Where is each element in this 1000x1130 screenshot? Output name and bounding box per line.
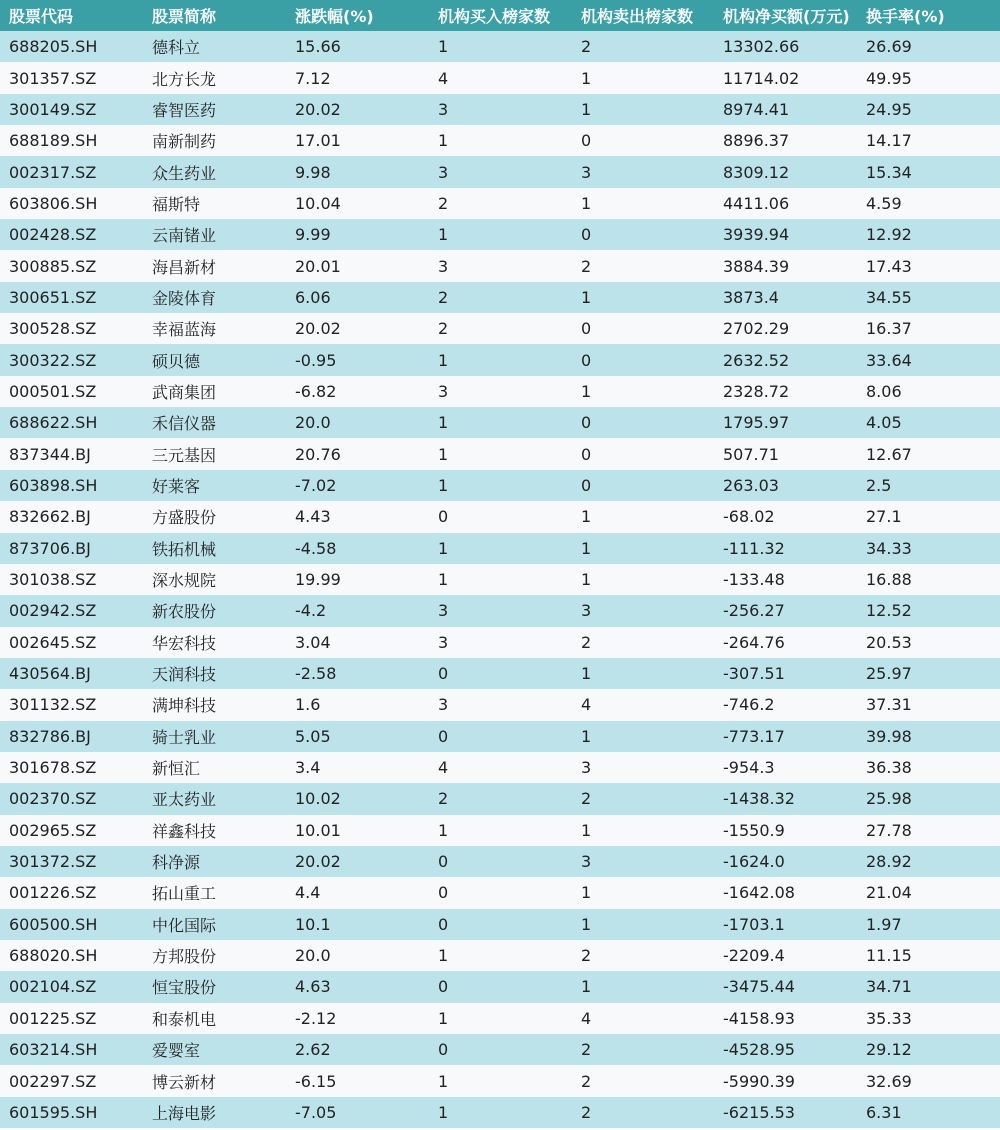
stock-name-cell: 好莱客 <box>152 476 201 496</box>
sell-count-cell: 2 <box>581 1071 592 1091</box>
sell-count-cell: 0 <box>581 350 592 370</box>
stock-name-cell: 天润科技 <box>152 665 217 685</box>
stock-code-cell: 430564.BJ <box>9 664 91 684</box>
stock-code-cell: 002104.SZ <box>9 977 97 997</box>
sell-count-cell: 1 <box>581 507 592 527</box>
sell-count-cell: 0 <box>581 413 592 433</box>
buy-count-cell: 1 <box>438 350 449 370</box>
buy-count-cell: 3 <box>438 695 449 715</box>
sell-count-cell: 2 <box>581 1040 592 1060</box>
turnover-cell: 35.33 <box>866 1008 912 1028</box>
turnover-cell: 29.12 <box>866 1040 912 1060</box>
table-row[interactable] <box>0 689 1000 720</box>
table-row[interactable] <box>0 909 1000 940</box>
stock-code-cell: 301038.SZ <box>9 570 97 590</box>
change-pct-cell: 5.05 <box>295 726 331 746</box>
stock-name-cell: 禾信仪器 <box>152 414 217 434</box>
buy-count-cell: 4 <box>438 68 449 88</box>
table-row[interactable] <box>0 156 1000 187</box>
turnover-cell: 16.88 <box>866 570 912 590</box>
net-buy-cell: -4158.93 <box>723 1008 795 1028</box>
stock-name-cell: 恒宝股份 <box>152 978 217 998</box>
change-pct-cell: 20.02 <box>295 99 341 119</box>
turnover-cell: 25.98 <box>866 789 912 809</box>
stock-name-cell: 云南锗业 <box>152 226 217 246</box>
turnover-cell: 17.43 <box>866 256 912 276</box>
stock-name-cell: 方邦股份 <box>152 947 217 967</box>
turnover-cell: 34.33 <box>866 538 912 558</box>
net-buy-cell: -954.3 <box>723 758 775 778</box>
sell-count-cell: 1 <box>581 287 592 307</box>
table-row[interactable] <box>0 94 1000 125</box>
stock-name-cell: 博云新材 <box>152 1072 217 1092</box>
net-buy-cell: -111.32 <box>723 538 785 558</box>
sell-count-cell: 0 <box>581 319 592 339</box>
sell-count-cell: 1 <box>581 726 592 746</box>
stock-name-cell: 海昌新材 <box>152 257 217 277</box>
table-row[interactable] <box>0 250 1000 281</box>
turnover-cell: 49.95 <box>866 68 912 88</box>
stock-name-cell: 铁拓机械 <box>152 539 217 559</box>
turnover-cell: 12.67 <box>866 444 912 464</box>
stock-name-cell: 中化国际 <box>152 915 217 935</box>
stock-name-cell: 众生药业 <box>152 163 217 183</box>
net-buy-cell: 8896.37 <box>723 131 790 151</box>
net-buy-cell: -3475.44 <box>723 977 795 997</box>
net-buy-cell: -1438.32 <box>723 789 795 809</box>
stock-name-cell: 福斯特 <box>152 194 201 214</box>
table-row[interactable] <box>0 188 1000 219</box>
table-row[interactable] <box>0 470 1000 501</box>
table-row[interactable] <box>0 783 1000 814</box>
stock-code-cell: 603898.SH <box>9 475 98 495</box>
stock-code-cell: 300885.SZ <box>9 256 97 276</box>
sell-count-cell: 1 <box>581 68 592 88</box>
net-buy-cell: 263.03 <box>723 475 779 495</box>
change-pct-cell: 9.99 <box>295 225 331 245</box>
sell-count-cell: 3 <box>581 601 592 621</box>
table-row[interactable] <box>0 815 1000 846</box>
table-row[interactable] <box>0 1003 1000 1034</box>
sell-count-cell: 1 <box>581 99 592 119</box>
change-pct-cell: 17.01 <box>295 131 341 151</box>
change-pct-cell: -4.58 <box>295 538 337 558</box>
table-row[interactable] <box>0 313 1000 344</box>
stock-name-cell: 拓山重工 <box>152 884 217 904</box>
stock-code-cell: 002942.SZ <box>9 601 97 621</box>
column-header-sell-count[interactable]: 机构卖出榜家数 <box>581 7 694 26</box>
net-buy-cell: 3884.39 <box>723 256 790 276</box>
sell-count-cell: 3 <box>581 852 592 872</box>
buy-count-cell: 0 <box>438 977 449 997</box>
stock-code-cell: 688189.SH <box>9 131 98 151</box>
table-row[interactable] <box>0 344 1000 375</box>
buy-count-cell: 1 <box>438 131 449 151</box>
buy-count-cell: 1 <box>438 1102 449 1122</box>
stock-code-cell: 002370.SZ <box>9 789 97 809</box>
table-row[interactable] <box>0 971 1000 1002</box>
sell-count-cell: 1 <box>581 820 592 840</box>
change-pct-cell: 9.98 <box>295 162 331 182</box>
sell-count-cell: 2 <box>581 632 592 652</box>
turnover-cell: 12.52 <box>866 601 912 621</box>
turnover-cell: 4.59 <box>866 193 902 213</box>
net-buy-cell: -4528.95 <box>723 1040 795 1060</box>
stock-code-cell: 601595.SH <box>9 1102 98 1122</box>
stock-name-cell: 金陵体育 <box>152 288 217 308</box>
stock-name-cell: 方盛股份 <box>152 508 217 528</box>
change-pct-cell: 20.0 <box>295 413 331 433</box>
stock-name-cell: 睿智医药 <box>152 100 217 120</box>
sell-count-cell: 0 <box>581 225 592 245</box>
change-pct-cell: -6.82 <box>295 381 337 401</box>
table-row[interactable] <box>0 219 1000 250</box>
stock-name-cell: 华宏科技 <box>152 633 217 653</box>
table-row[interactable] <box>0 1097 1000 1128</box>
stock-name-cell: 祥鑫科技 <box>152 821 217 841</box>
stock-name-cell: 德科立 <box>152 38 201 58</box>
sell-count-cell: 2 <box>581 789 592 809</box>
column-header-change-pct[interactable]: 涨跌幅(%) <box>295 7 374 26</box>
turnover-cell: 33.64 <box>866 350 912 370</box>
stock-code-cell: 603806.SH <box>9 193 98 213</box>
turnover-cell: 36.38 <box>866 758 912 778</box>
table-header <box>0 0 1000 31</box>
stock-code-cell: 300528.SZ <box>9 319 97 339</box>
turnover-cell: 21.04 <box>866 883 912 903</box>
table-row[interactable] <box>0 595 1000 626</box>
buy-count-cell: 0 <box>438 883 449 903</box>
sell-count-cell: 1 <box>581 193 592 213</box>
net-buy-cell: -1642.08 <box>723 883 795 903</box>
sell-count-cell: 1 <box>581 977 592 997</box>
net-buy-cell: 13302.66 <box>723 37 800 57</box>
turnover-cell: 25.97 <box>866 664 912 684</box>
turnover-cell: 32.69 <box>866 1071 912 1091</box>
change-pct-cell: -2.12 <box>295 1008 337 1028</box>
stock-name-cell: 骑士乳业 <box>152 727 217 747</box>
change-pct-cell: -6.15 <box>295 1071 337 1091</box>
stock-name-cell: 上海电影 <box>152 1103 217 1123</box>
turnover-cell: 12.92 <box>866 225 912 245</box>
table-row[interactable] <box>0 533 1000 564</box>
turnover-cell: 37.31 <box>866 695 912 715</box>
stock-code-cell: 301678.SZ <box>9 758 97 778</box>
buy-count-cell: 2 <box>438 789 449 809</box>
buy-count-cell: 1 <box>438 1008 449 1028</box>
change-pct-cell: 1.6 <box>295 695 321 715</box>
change-pct-cell: 19.99 <box>295 570 341 590</box>
table-row[interactable] <box>0 125 1000 156</box>
change-pct-cell: 20.76 <box>295 444 341 464</box>
turnover-cell: 15.34 <box>866 162 912 182</box>
turnover-cell: 6.31 <box>866 1102 902 1122</box>
turnover-cell: 2.5 <box>866 475 892 495</box>
stock-code-cell: 002428.SZ <box>9 225 97 245</box>
stock-name-cell: 新恒汇 <box>152 759 201 779</box>
turnover-cell: 16.37 <box>866 319 912 339</box>
table-row[interactable] <box>0 564 1000 595</box>
stock-code-cell: 832786.BJ <box>9 726 91 746</box>
buy-count-cell: 4 <box>438 758 449 778</box>
table-row[interactable] <box>0 501 1000 532</box>
sell-count-cell: 1 <box>581 381 592 401</box>
stock-name-cell: 幸福蓝海 <box>152 320 217 340</box>
net-buy-cell: 4411.06 <box>723 193 790 213</box>
column-header-net-buy[interactable]: 机构净买额(万元) <box>723 7 850 26</box>
change-pct-cell: 2.62 <box>295 1040 331 1060</box>
buy-count-cell: 3 <box>438 99 449 119</box>
sell-count-cell: 2 <box>581 946 592 966</box>
net-buy-cell: -1703.1 <box>723 914 785 934</box>
table-row[interactable] <box>0 282 1000 313</box>
change-pct-cell: 10.01 <box>295 820 341 840</box>
net-buy-cell: 3939.94 <box>723 225 790 245</box>
net-buy-cell: -746.2 <box>723 695 775 715</box>
change-pct-cell: 10.1 <box>295 914 331 934</box>
net-buy-cell: -264.76 <box>723 632 785 652</box>
buy-count-cell: 0 <box>438 726 449 746</box>
stock-name-cell: 新农股份 <box>152 602 217 622</box>
stock-code-cell: 002965.SZ <box>9 820 97 840</box>
net-buy-cell: 507.71 <box>723 444 779 464</box>
net-buy-cell: -68.02 <box>723 507 775 527</box>
buy-count-cell: 3 <box>438 256 449 276</box>
buy-count-cell: 0 <box>438 852 449 872</box>
net-buy-cell: -1550.9 <box>723 820 785 840</box>
table-row[interactable] <box>0 658 1000 689</box>
net-buy-cell: -133.48 <box>723 570 785 590</box>
buy-count-cell: 0 <box>438 507 449 527</box>
net-buy-cell: -1624.0 <box>723 852 785 872</box>
change-pct-cell: 10.04 <box>295 193 341 213</box>
table-row[interactable] <box>0 1034 1000 1065</box>
table-body <box>0 31 1000 1128</box>
change-pct-cell: 7.12 <box>295 68 331 88</box>
change-pct-cell: 10.02 <box>295 789 341 809</box>
stock-code-cell: 688020.SH <box>9 946 98 966</box>
sell-count-cell: 0 <box>581 475 592 495</box>
stock-name-cell: 北方长龙 <box>152 69 217 89</box>
header-row <box>0 0 1000 31</box>
buy-count-cell: 3 <box>438 632 449 652</box>
buy-count-cell: 3 <box>438 381 449 401</box>
buy-count-cell: 1 <box>438 946 449 966</box>
table-row[interactable] <box>0 62 1000 93</box>
change-pct-cell: 3.4 <box>295 758 321 778</box>
stock-name-cell: 爱婴室 <box>152 1041 201 1061</box>
net-buy-cell: 8974.41 <box>723 99 790 119</box>
net-buy-cell: -773.17 <box>723 726 785 746</box>
net-buy-cell: 2702.29 <box>723 319 790 339</box>
turnover-cell: 4.05 <box>866 413 902 433</box>
column-header-stock-code[interactable]: 股票代码 <box>9 7 74 26</box>
change-pct-cell: 20.02 <box>295 319 341 339</box>
table-row[interactable] <box>0 407 1000 438</box>
turnover-cell: 28.92 <box>866 852 912 872</box>
change-pct-cell: 4.4 <box>295 883 321 903</box>
change-pct-cell: 4.43 <box>295 507 331 527</box>
change-pct-cell: 3.04 <box>295 632 331 652</box>
table-row[interactable] <box>0 877 1000 908</box>
turnover-cell: 34.71 <box>866 977 912 997</box>
buy-count-cell: 0 <box>438 664 449 684</box>
net-buy-cell: 2632.52 <box>723 350 790 370</box>
stock-code-cell: 301372.SZ <box>9 852 97 872</box>
table-row[interactable] <box>0 376 1000 407</box>
turnover-cell: 24.95 <box>866 99 912 119</box>
turnover-cell: 39.98 <box>866 726 912 746</box>
stock-name-cell: 武商集团 <box>152 382 217 402</box>
buy-count-cell: 2 <box>438 193 449 213</box>
stock-name-cell: 和泰机电 <box>152 1009 217 1029</box>
change-pct-cell: 4.63 <box>295 977 331 997</box>
stock-name-cell: 硕贝德 <box>152 351 201 371</box>
stock-name-cell: 科净源 <box>152 853 201 873</box>
column-header-stock-name[interactable]: 股票简称 <box>152 7 217 26</box>
buy-count-cell: 2 <box>438 319 449 339</box>
net-buy-cell: -5990.39 <box>723 1071 795 1091</box>
sell-count-cell: 1 <box>581 914 592 934</box>
buy-count-cell: 1 <box>438 570 449 590</box>
change-pct-cell: 15.66 <box>295 37 341 57</box>
net-buy-cell: 1795.97 <box>723 413 790 433</box>
net-buy-cell: 8309.12 <box>723 162 790 182</box>
stock-code-cell: 688622.SH <box>9 413 98 433</box>
change-pct-cell: -4.2 <box>295 601 327 621</box>
table-row[interactable] <box>0 846 1000 877</box>
buy-count-cell: 1 <box>438 1071 449 1091</box>
stock-code-cell: 000501.SZ <box>9 381 97 401</box>
stock-code-cell: 002645.SZ <box>9 632 97 652</box>
sell-count-cell: 0 <box>581 444 592 464</box>
stock-name-cell: 三元基因 <box>152 445 217 465</box>
stock-name-cell: 亚太药业 <box>152 790 217 810</box>
turnover-cell: 1.97 <box>866 914 902 934</box>
buy-count-cell: 1 <box>438 413 449 433</box>
net-buy-cell: 2328.72 <box>723 381 790 401</box>
change-pct-cell: 20.0 <box>295 946 331 966</box>
turnover-cell: 27.78 <box>866 820 912 840</box>
table-row[interactable] <box>0 940 1000 971</box>
stock-code-cell: 603214.SH <box>9 1040 98 1060</box>
net-buy-cell: -307.51 <box>723 664 785 684</box>
buy-count-cell: 1 <box>438 225 449 245</box>
change-pct-cell: 20.01 <box>295 256 341 276</box>
sell-count-cell: 1 <box>581 538 592 558</box>
stock-code-cell: 002317.SZ <box>9 162 97 182</box>
stock-name-cell: 满坤科技 <box>152 696 217 716</box>
table-row[interactable] <box>0 752 1000 783</box>
buy-count-cell: 1 <box>438 444 449 464</box>
stock-code-cell: 837344.BJ <box>9 444 91 464</box>
turnover-cell: 34.55 <box>866 287 912 307</box>
sell-count-cell: 4 <box>581 695 592 715</box>
sell-count-cell: 1 <box>581 570 592 590</box>
sell-count-cell: 2 <box>581 37 592 57</box>
buy-count-cell: 1 <box>438 820 449 840</box>
stock-code-cell: 301357.SZ <box>9 68 97 88</box>
turnover-cell: 14.17 <box>866 131 912 151</box>
buy-count-cell: 0 <box>438 914 449 934</box>
table-row[interactable] <box>0 721 1000 752</box>
stock-code-cell: 688205.SH <box>9 37 98 57</box>
net-buy-cell: -256.27 <box>723 601 785 621</box>
stock-code-cell: 300322.SZ <box>9 350 97 370</box>
turnover-cell: 11.15 <box>866 946 912 966</box>
stock-code-cell: 002297.SZ <box>9 1071 97 1091</box>
stock-code-cell: 300651.SZ <box>9 287 97 307</box>
column-header-buy-count[interactable]: 机构买入榜家数 <box>438 7 551 26</box>
table-row[interactable] <box>0 438 1000 469</box>
turnover-cell: 27.1 <box>866 507 902 527</box>
buy-count-cell: 1 <box>438 538 449 558</box>
stock-name-cell: 南新制药 <box>152 132 217 152</box>
stock-code-cell: 873706.BJ <box>9 538 91 558</box>
stock-code-cell: 001225.SZ <box>9 1008 97 1028</box>
table-row[interactable] <box>0 627 1000 658</box>
sell-count-cell: 0 <box>581 131 592 151</box>
sell-count-cell: 3 <box>581 758 592 778</box>
change-pct-cell: 6.06 <box>295 287 331 307</box>
turnover-cell: 26.69 <box>866 37 912 57</box>
change-pct-cell: -0.95 <box>295 350 337 370</box>
net-buy-cell: 11714.02 <box>723 68 800 88</box>
net-buy-cell: -6215.53 <box>723 1102 795 1122</box>
change-pct-cell: -7.05 <box>295 1102 337 1122</box>
buy-count-cell: 0 <box>438 1040 449 1060</box>
sell-count-cell: 4 <box>581 1008 592 1028</box>
stock-code-cell: 001226.SZ <box>9 883 97 903</box>
stock-code-cell: 832662.BJ <box>9 507 91 527</box>
sell-count-cell: 3 <box>581 162 592 182</box>
stock-code-cell: 301132.SZ <box>9 695 97 715</box>
net-buy-cell: -2209.4 <box>723 946 785 966</box>
buy-count-cell: 3 <box>438 601 449 621</box>
buy-count-cell: 2 <box>438 287 449 307</box>
sell-count-cell: 1 <box>581 883 592 903</box>
stock-code-cell: 300149.SZ <box>9 99 97 119</box>
buy-count-cell: 1 <box>438 37 449 57</box>
table-row[interactable] <box>0 31 1000 62</box>
column-header-turnover[interactable]: 换手率(%) <box>866 7 945 26</box>
change-pct-cell: -2.58 <box>295 664 337 684</box>
turnover-cell: 20.53 <box>866 632 912 652</box>
turnover-cell: 8.06 <box>866 381 902 401</box>
stock-code-cell: 600500.SH <box>9 914 98 934</box>
sell-count-cell: 1 <box>581 664 592 684</box>
sell-count-cell: 2 <box>581 1102 592 1122</box>
change-pct-cell: -7.02 <box>295 475 337 495</box>
stock-name-cell: 深水规院 <box>152 571 217 591</box>
table-row[interactable] <box>0 1065 1000 1096</box>
sell-count-cell: 2 <box>581 256 592 276</box>
change-pct-cell: 20.02 <box>295 852 341 872</box>
buy-count-cell: 1 <box>438 475 449 495</box>
buy-count-cell: 3 <box>438 162 449 182</box>
net-buy-cell: 3873.4 <box>723 287 779 307</box>
